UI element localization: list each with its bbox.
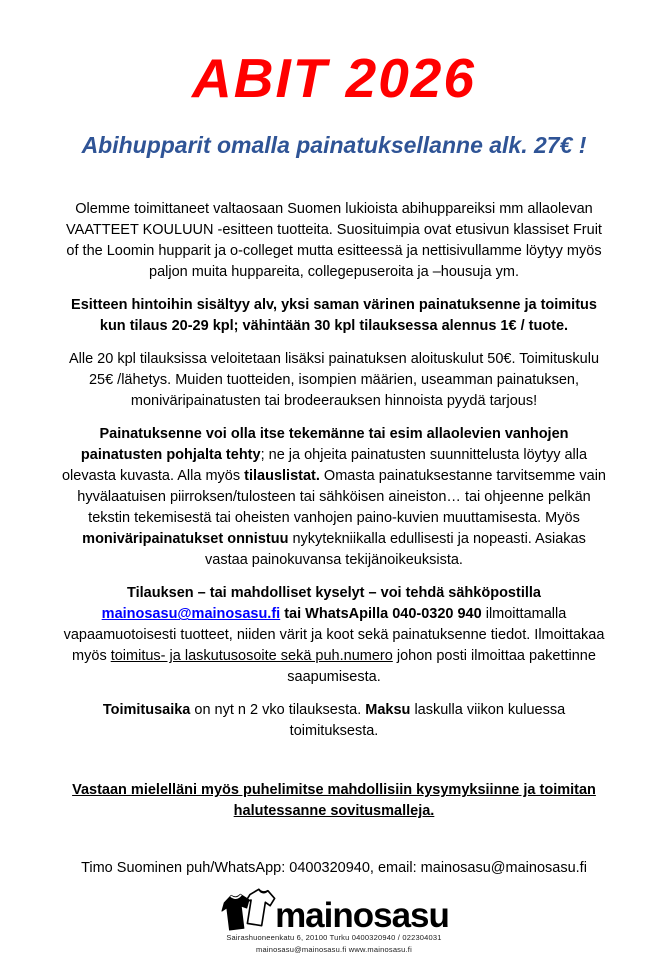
paragraph-delivery (60, 700, 608, 742)
text-run: Olemme toimittaneet valtaosaan Suomen lukioista abihuppareiksi mm allaolevan VAATTEET KOULUUN -esitteen tuotteita. Suosituimpia ovat etusivun klassiset Fruit of the Loomin hupparit ja o-colleget mutta esitteessä ja nettisivullamme löytyy myös paljon muita huppareita, collegepuseroita ja –housuja ym. (66, 201, 602, 281)
two-tshirts-icon (219, 887, 281, 933)
text-run: tilauslistat. (244, 468, 320, 485)
paragraph-intro (60, 199, 608, 283)
paragraph-ordering (60, 583, 608, 688)
text-run: Esitteen hintoihin sisältyy alv, yksi saman värinen painatuksenne ja toimitus kun tilaus 20-29 kpl; vähintään 30 kpl tilauksessa alennus 1€ / tuote. (71, 297, 597, 335)
text-run: Alle 20 kpl tilauksissa veloitetaan lisäksi painatuksen aloituskulut 50€. Toimituskulu 25€ /lähetys. Muiden tuotteiden, isompien määrien, useamman painatuksen, moniväripainatusten tai brodeerauksen hinnoista pyydä tarjous! (68, 351, 600, 410)
text-run: Omasta painatuksestanne tarvitsemme vain hyvälaatuisen piirroksen/tulosteen tai sähköisen aineiston… tai ohjeenne pelkän tekstin tekemisestä tai oheisten vanhojen paino-kuvien muuttamisesta. Myös (77, 468, 606, 527)
paragraph-pricing (60, 295, 608, 337)
footer-address-line1: Sairashuoneenkatu 6, 20100 Turku 0400320940 / 022304031 (226, 933, 442, 943)
brand-wordmark: mainosasu (275, 895, 449, 935)
page-subtitle: Abihupparit omalla painatuksellanne alk. 27€ ! (81, 131, 587, 158)
paragraph-printing-info (60, 424, 608, 571)
text-run: ; ne ja ohjeita painatusten suunnittelusta löytyy alla olevasta kuvasta. Alla myös (61, 447, 588, 485)
body-copy (60, 199, 608, 742)
text-run: moniväripainatukset onnistuu (82, 531, 289, 548)
contact-line: Timo Suominen puh/WhatsApp: 0400320940, email: mainosasu@mainosasu.fi (81, 860, 587, 877)
closing-heading: Vastaan mielelläni myös puhelimitse mahdollisiin kysymyksiinne ja toimitan halutessanne sovitusmalleja. (72, 782, 596, 820)
text-run: johon posti ilmoittaa pakettinne saapumisesta. (287, 648, 596, 686)
text-run: on nyt n 2 vko tilauksesta. (190, 702, 366, 719)
email-link[interactable]: mainosasu@mainosasu.fi (101, 606, 281, 623)
text-run: Toimitusaika (102, 702, 191, 719)
text-run: laskulla viikon kuluessa toimituksesta. (289, 702, 566, 740)
text-run: Maksu (365, 702, 411, 719)
text-run: tai WhatsApilla 040-0320 940 (280, 606, 486, 623)
text-run: ilmoittamalla vapaamuotoisesti tuotteet, niiden värit ja koot sekä painatuksenne tiedot. Ilmoittakaa myös (63, 606, 605, 665)
text-run: Painatuksenne voi olla itse tekemänne tai esim allaolevien vanhojen painatusten pohjalta tehty (80, 426, 569, 464)
text-run: toimitus- ja laskutusosoite sekä puh.numero (110, 648, 393, 665)
page-title: ABIT 2026 (192, 47, 476, 109)
text-run: nykytekniikalla edullisesti ja nopeasti. Asiakas vastaa painokuvansa tekijänoikeuksista. (205, 531, 586, 569)
footer-logo (60, 885, 608, 955)
paragraph-small-orders (60, 349, 608, 412)
text-run: Tilauksen – tai mahdolliset kyselyt – voi tehdä sähköpostilla (127, 585, 541, 602)
footer-address-line2: mainosasu@mainosasu.fi www.mainosasu.fi (256, 945, 412, 955)
